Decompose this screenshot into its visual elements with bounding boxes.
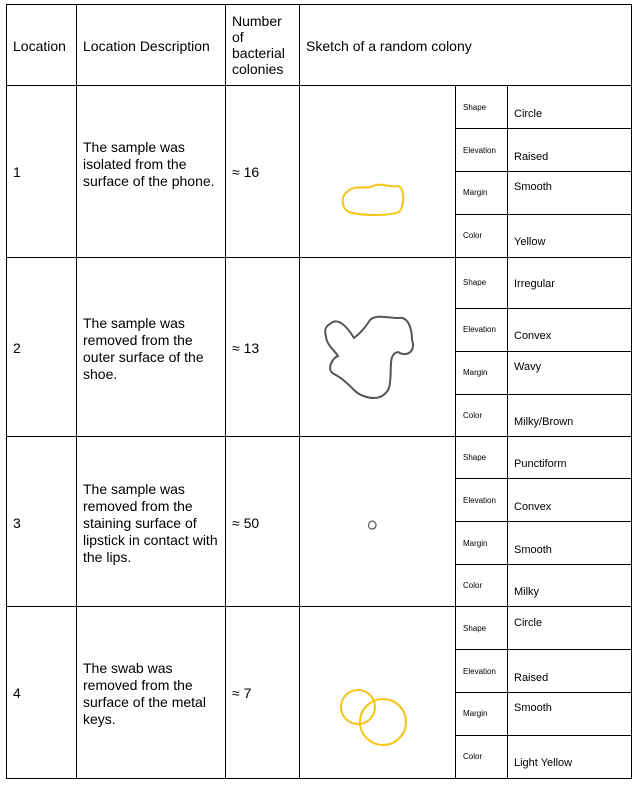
row-2-val-color: Milky/Brown xyxy=(514,416,574,428)
row-1-location: 1 xyxy=(13,164,21,180)
grid-line xyxy=(455,308,632,309)
row-4-attr-color: Color xyxy=(463,752,483,761)
row-4-description: The swab was removed from the surface of the metal keys. xyxy=(83,660,206,727)
row-1-description: The sample was isolated from the surface of the phone. xyxy=(83,139,215,189)
row-4-attr-margin: Margin xyxy=(463,709,488,718)
row-1-attr-elevation: Elevation xyxy=(463,146,496,155)
grid-line xyxy=(6,778,632,779)
grid-line xyxy=(455,521,632,522)
row-3-val-color: Milky xyxy=(514,586,540,598)
row-3-attr-color: Color xyxy=(463,581,483,590)
row-3-attr-shape: Shape xyxy=(463,453,487,462)
grid-line xyxy=(455,128,632,129)
row-3-count: ≈ 50 xyxy=(232,515,260,531)
row-1-val-margin: Smooth xyxy=(514,181,552,193)
row-3-val-shape: Punctiform xyxy=(514,458,567,470)
grid-line xyxy=(455,85,456,779)
grid-line xyxy=(6,4,632,5)
grid-line xyxy=(299,4,300,779)
grid-line xyxy=(455,394,632,395)
row-1-colony-sketch xyxy=(339,182,409,222)
row-4-val-color: Light Yellow xyxy=(514,757,573,769)
row-2-attr-color: Color xyxy=(463,411,483,420)
grid-line xyxy=(631,4,632,779)
row-3-attr-margin: Margin xyxy=(463,539,488,548)
header-sketch: Sketch of a random colony xyxy=(306,38,472,54)
grid-line xyxy=(6,4,7,779)
header-location: Location xyxy=(13,38,66,54)
row-3-colony-sketch xyxy=(366,519,380,533)
row-2-location: 2 xyxy=(13,340,21,356)
row-3-attr-elevation: Elevation xyxy=(463,496,496,505)
row-1-val-elevation: Raised xyxy=(514,151,549,163)
row-2-attr-elevation: Elevation xyxy=(463,325,496,334)
row-1-attr-color: Color xyxy=(463,231,483,240)
grid-line xyxy=(455,649,632,650)
row-4-val-elevation: Raised xyxy=(514,672,549,684)
row-2-colony-sketch xyxy=(318,314,428,404)
row-3-description: The sample was removed from the staining surface of lipstick in contact with the lips. xyxy=(83,481,218,565)
grid-line xyxy=(455,735,632,736)
grid-line xyxy=(455,214,632,215)
row-2-val-margin: Wavy xyxy=(514,361,542,373)
grid-line xyxy=(225,4,226,779)
row-1-attr-shape: Shape xyxy=(463,103,487,112)
row-4-val-margin: Smooth xyxy=(514,702,552,714)
header-description: Location Description xyxy=(83,38,210,54)
row-4-colony-sketch xyxy=(338,684,414,748)
header-count: Number of bacterial colonies xyxy=(232,13,285,77)
row-4-val-shape: Circle xyxy=(514,617,543,629)
grid-line xyxy=(507,85,508,779)
grid-line xyxy=(76,4,77,779)
row-2-count: ≈ 13 xyxy=(232,340,260,356)
row-4-count: ≈ 7 xyxy=(232,685,252,701)
grid-line xyxy=(6,606,632,607)
row-2-val-shape: Irregular xyxy=(514,278,555,290)
grid-line xyxy=(455,692,632,693)
colony-table xyxy=(6,4,632,780)
row-2-attr-shape: Shape xyxy=(463,278,487,287)
row-2-description: The sample was removed from the outer surface of the shoe. xyxy=(83,315,204,382)
grid-line xyxy=(6,436,632,437)
row-2-attr-margin: Margin xyxy=(463,368,488,377)
grid-line xyxy=(455,171,632,172)
row-2-val-elevation: Convex xyxy=(514,330,552,342)
row-1-attr-margin: Margin xyxy=(463,188,488,197)
row-4-attr-elevation: Elevation xyxy=(463,667,496,676)
grid-line xyxy=(6,257,632,258)
row-1-val-shape: Circle xyxy=(514,108,543,120)
row-1-count: ≈ 16 xyxy=(232,164,260,180)
grid-line xyxy=(455,564,632,565)
row-3-val-margin: Smooth xyxy=(514,544,552,556)
row-3-val-elevation: Convex xyxy=(514,501,552,513)
row-1-val-color: Yellow xyxy=(514,236,546,248)
row-4-attr-shape: Shape xyxy=(463,624,487,633)
grid-line xyxy=(455,351,632,352)
row-4-location: 4 xyxy=(13,685,21,701)
grid-line xyxy=(455,478,632,479)
grid-line xyxy=(6,85,632,86)
row-3-location: 3 xyxy=(13,515,21,531)
